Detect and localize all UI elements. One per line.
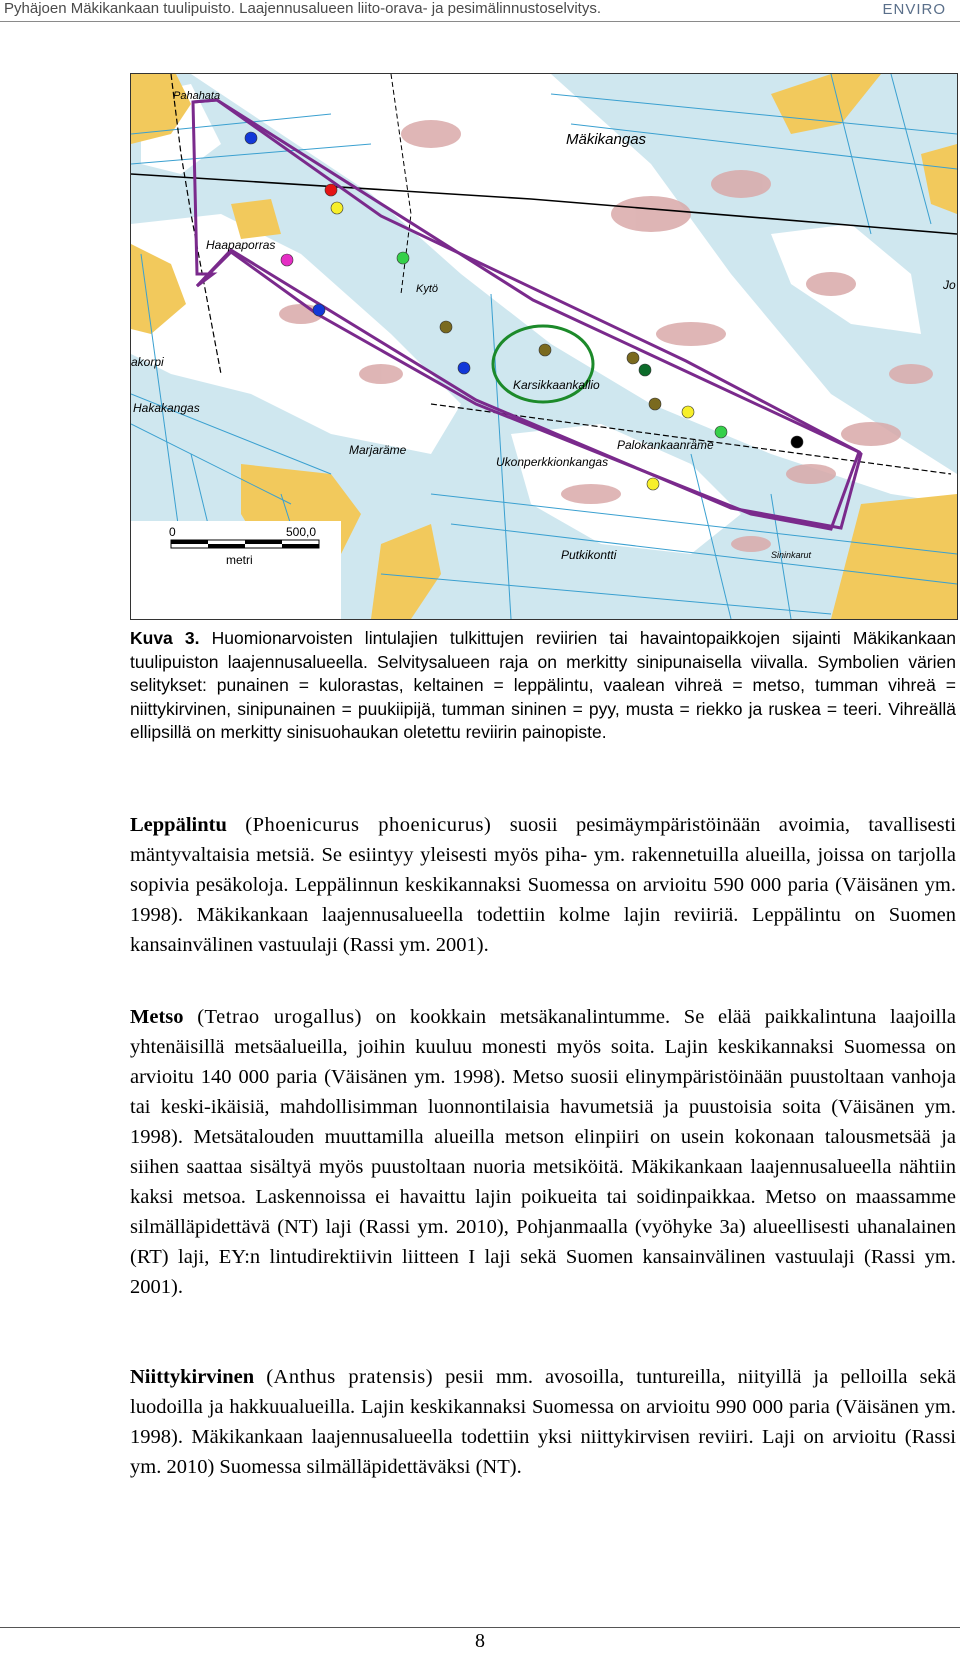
scale-end: 500,0 xyxy=(286,525,317,539)
place-karsikkaankallio: Karsikkaankallio xyxy=(513,378,600,392)
marker-teeri xyxy=(440,321,452,333)
place-jo: Jo xyxy=(943,278,956,292)
marker-teeri xyxy=(649,398,661,410)
marker-pyy xyxy=(245,132,257,144)
section-text: on kookkain metsäkanalintumme. Se elää paikkalintuna laajoilla yhtenäisillä metsäalueilla, joihin kuuluu monesti myös soita. Lajin keskikannaksi Suomessa on arvioitu 140 000 paria (Väisänen ym. 1998). Metso suosii elinympäristöinään puustoltaan vanhoja tai keski-ikäisiä, mahdollisimman luonnontilaisia havumetsiä ja puustoisia soita (Väisänen ym. 1998). Metsätalouden muuttamilla alueilla metson elinpiiri on usein kokonaan talousmetsää ja siihen saattaa sisältyä myös puustoltaan nuoria metsiköitä. Mäkikankaan laajennusalueella nähtiin kaksi metsoa. Laskennoissa ei havaittu lajin poikueita tai soidinpaikkaa. Metso on maassamme silmälläpidettävä (NT) laji (Rassi ym. 2010), Pohjanmaalla (vyöhyke 3a) alueellisesti uhanalainen (RT) laji, EY:n lintudirektiivin liitteen I laji sekä Suomen kansainvälinen vastuulaji (Rassi ym. 2001). xyxy=(130,1006,957,1298)
place-kyto: Kytö xyxy=(416,283,439,295)
section-niittykirvinen xyxy=(130,1362,956,1482)
scientific-name: (Phoenicurus phoenicurus) xyxy=(245,814,492,836)
caption-label: Kuva 3. xyxy=(130,628,200,648)
section-text: pesii mm. avosoilla, tuntureilla, niityillä ja pelloilla sekä luodoilla ja hakkuualueilla. Lajin keskikannaksi Suomessa on arvioitu 990 000 paria (Väisänen ym. 1998). Mäkikankaan laajennusalueella todettiin yksi niittykirvisen reviiri. Laji on arvioitu (Rassi ym. 2010) Suomessa silmälläpidettäväksi (NT). xyxy=(130,1366,957,1478)
section-metso xyxy=(130,1002,956,1302)
marker-metso xyxy=(715,426,727,438)
place-palokankaanrame: Palokankaanräme xyxy=(617,438,714,452)
scale-zero: 0 xyxy=(169,525,176,539)
header-divider xyxy=(0,21,960,22)
species-name: Metso xyxy=(130,1006,184,1028)
page-number: 8 xyxy=(475,1630,485,1652)
place-putkikontti: Putkikontti xyxy=(561,548,617,562)
place-haapaporras: Haapaporras xyxy=(206,238,276,252)
species-name: Leppälintu xyxy=(130,814,227,836)
marker-teeri xyxy=(539,344,551,356)
scale-bar xyxy=(131,521,341,619)
marker-kulorastas xyxy=(325,184,337,196)
marker-pyy xyxy=(458,362,470,374)
marker-leppalintu xyxy=(682,406,694,418)
figure-caption xyxy=(130,627,956,745)
marker-leppalintu xyxy=(647,478,659,490)
enviro-logo: ENVIRO xyxy=(882,1,946,18)
section-text: suosii pesimäympäristöinään avoimia, tavallisesti mäntyvaltaisia metsiä. Se esiintyy yleisesti myös piha- ym. rakennetuilla alueilla, joissa on tarjolla sopivia pesäkoloja. Leppälinnun keskikannaksi Suomessa on arvioitu 590 000 paria (Väisänen ym. 1998). Mäkikankaan laajennusalueella todettiin kolme lajin reviiriä. Leppälintu on Suomen kansainvälinen vastuulaji (Rassi ym. 2001). xyxy=(130,814,957,956)
scale-unit: metri xyxy=(226,553,253,567)
place-hakakangas: Hakakangas xyxy=(133,401,200,415)
place-makikangas: Mäkikangas xyxy=(566,131,647,148)
section-leppalintu xyxy=(130,810,956,960)
footer-divider xyxy=(0,1627,960,1628)
place-sininkarut: Sininkarut xyxy=(771,550,812,560)
scientific-name: (Tetrao urogallus) xyxy=(197,1006,362,1028)
place-marjarame: Marjaräme xyxy=(349,443,407,457)
map-graphic xyxy=(131,74,957,619)
marker-leppalintu xyxy=(331,202,343,214)
scientific-name: (Anthus pratensis) xyxy=(266,1366,434,1388)
place-akorpi: akorpi xyxy=(131,355,164,369)
marker-puukiipija xyxy=(281,254,293,266)
page-header xyxy=(0,0,960,34)
survey-map xyxy=(130,73,958,620)
place-pahahata: Pahahata xyxy=(173,90,221,102)
marker-metso xyxy=(397,252,409,264)
species-name: Niittykirvinen xyxy=(130,1366,255,1388)
marker-riekko xyxy=(791,436,803,448)
caption-text: Huomionarvoisten lintulajien tulkittujen reviirien tai havaintopaikkojen sijainti Mäkikankaan tuulipuiston laajennusalueella. Selvitysalueen raja on merkitty sinipunaisella viivalla. Symbolien värien selitykset: punainen = kulorastas, keltainen = leppälintu, vaalean vihreä = metso, tumman vihreä = niittykirvinen, sinipunainen = puukiipijä, tumman sininen = pyy, musta = riekko ja ruskea = teeri. Vihreällä ellipsillä on merkitty sinisuohaukan oletettu reviirin painopiste. xyxy=(130,628,956,742)
marker-niittykirvinen xyxy=(639,364,651,376)
marker-pyy xyxy=(313,304,325,316)
place-ukonperkkionkangas: Ukonperkkionkangas xyxy=(496,455,609,469)
marker-teeri xyxy=(627,352,639,364)
document-title: Pyhäjoen Mäkikankaan tuulipuisto. Laajennusalueen liito-orava- ja pesimälinnustoselvitys. xyxy=(4,0,602,17)
